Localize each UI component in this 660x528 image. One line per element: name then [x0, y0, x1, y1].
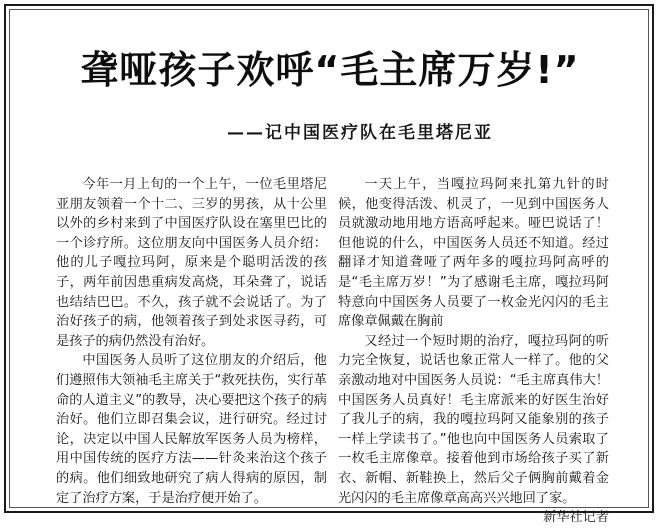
byline: 新华社记者 — [543, 510, 609, 526]
paragraph: 一天上午，当嘎拉玛阿来扎第九针的时候，他变得活泼、机灵了，一见到中国医务人员就激动地用地方语高呼起来。哑巴说话了！但他说的什么，中国医务人员还不知道。经过翻译才知道聋哑了两年多的嘎拉玛阿高呼的是“毛主席万岁！”为了感谢毛主席，嘎拉玛阿特意向中国医务人员要了一枚金光闪闪的毛主席像章佩戴在胸前 — [338, 177, 609, 330]
paragraph: 今年一月上旬的一个上午，一位毛里塔尼亚朋友领着一个十二、三岁的男孩，从十公里以外的乡村来到了中国医疗队设在塞里巴比的一个诊疗所。这位朋友向中国医务人员介绍：他的儿子嘎拉玛阿，原来是个聪明活泼的孩子，两年前因患重病发高烧，耳朵聋了，说话也结结巴巴。不久，孩子就不会说话了。为了治好孩子的病，他领着孩子到处求医寻药，可是孩子的病仍然没有治好。 — [56, 177, 327, 349]
subtitle: ——记中国医疗队在毛里塔尼亚 — [227, 123, 493, 143]
paragraph — [338, 332, 609, 526]
paragraph: 中国医务人员听了这位朋友的介绍后，他们遵照伟大领袖毛主席关于“救死扶伤，实行革命的人道主义”的教导，决心要把这个孩子的病治好。他们立即召集会议，进行研究。经过讨论，决定以中国人民解放军医务人员为榜样，用中国传统的医疗方法——针灸来治这个孩子的病。他们细致地研究了病人得病的原因，制定了治疗方案，于是治疗便开始了。 — [56, 353, 327, 506]
headline: 聋哑孩子欢呼“毛主席万岁!” — [80, 48, 580, 92]
paragraph-text: 又经过一个短时期的治疗，嘎拉玛阿的听力完全恢复，说话也象正常人一样了。他的父亲激动地对中国医务人员说：“毛主席真伟大！中国医务人员真好！毛主席派来的好医生治好了我儿子的病，我的嘎拉玛阿又能象别的孩子一样上学读书了。”他也向中国医务人员索取了一枚毛主席像章。接着他到市场给孩子买了新衣、新帽、新鞋换上，然后父子俩胸前戴着金光闪闪的毛主席像章高高兴兴地回了家。 — [338, 333, 609, 506]
right-column — [338, 175, 609, 528]
left-column — [56, 175, 327, 508]
